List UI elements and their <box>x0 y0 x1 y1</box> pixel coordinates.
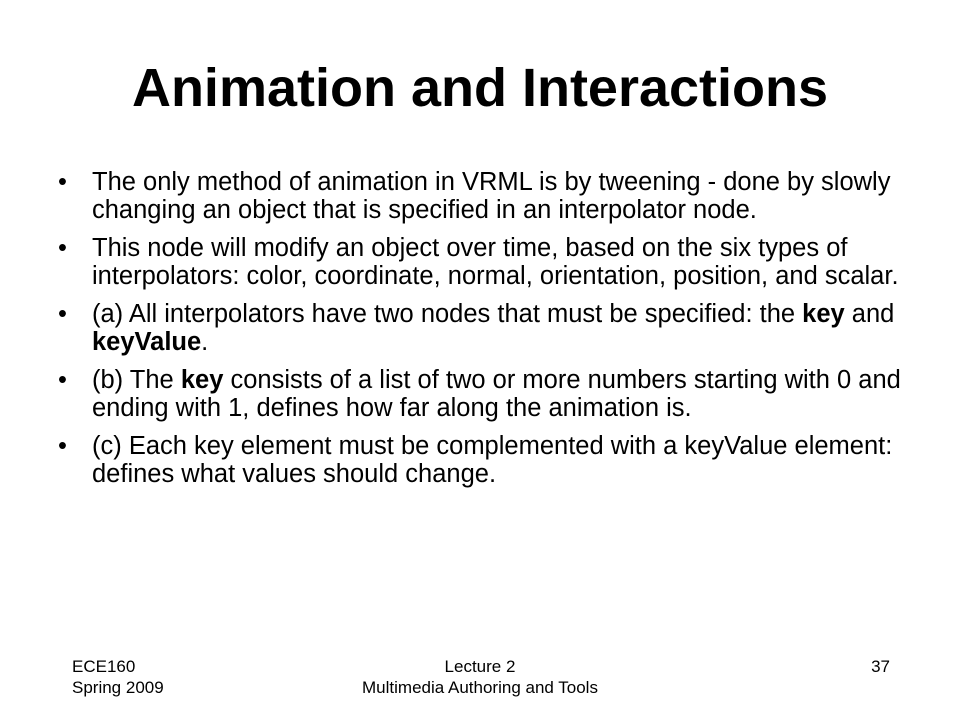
text-run: (c) Each key element must be complemented with a keyValue element: defines what values should change. <box>92 432 893 488</box>
bullet-text <box>92 234 899 290</box>
bullet-text <box>92 432 892 488</box>
bold-term: keyValue <box>92 328 202 356</box>
bullet-item <box>58 366 908 422</box>
bullet-item <box>58 432 908 488</box>
footer-term: Spring 2009 <box>72 678 164 697</box>
text-run: consists of a list of two or more numbers starting with 0 and ending with 1, defines how far along the animation is. <box>92 366 901 422</box>
footer-lecture-title: Multimedia Authoring and Tools <box>362 678 598 697</box>
text-run: . <box>201 328 209 356</box>
bullet-text <box>92 168 890 224</box>
bullet-marker: • <box>58 432 67 460</box>
bullet-item <box>58 168 908 224</box>
bullet-text <box>92 300 894 356</box>
text-run: The only method of animation in VRML is by tweening - done by slowly changing an object that is specified in an interpolator node. <box>92 168 891 224</box>
text-run: (b) The <box>92 366 181 394</box>
text-run: and <box>844 300 895 328</box>
bullet-list <box>58 168 908 498</box>
bullet-marker: • <box>58 234 67 262</box>
footer-course-code: ECE160 <box>72 657 136 676</box>
footer-lecture-number: Lecture 2 <box>444 657 516 676</box>
bold-term: key <box>180 366 224 394</box>
bullet-marker: • <box>58 168 67 196</box>
footer-lecture-info <box>0 656 960 698</box>
bullet-text <box>92 366 901 422</box>
bullet-marker: • <box>58 366 67 394</box>
bullet-item <box>58 234 908 290</box>
slide-title: Animation and Interactions <box>131 58 829 118</box>
text-run: (a) All interpolators have two nodes that must be specified: the <box>92 300 803 328</box>
bullet-item <box>58 300 908 356</box>
footer-page-number: 37 <box>871 657 890 676</box>
bullet-marker: • <box>58 300 67 328</box>
bold-term: key <box>802 300 845 328</box>
text-run: This node will modify an object over time, based on the six types of interpolators: color, coordinate, normal, orientation, position, and scalar. <box>92 234 899 290</box>
